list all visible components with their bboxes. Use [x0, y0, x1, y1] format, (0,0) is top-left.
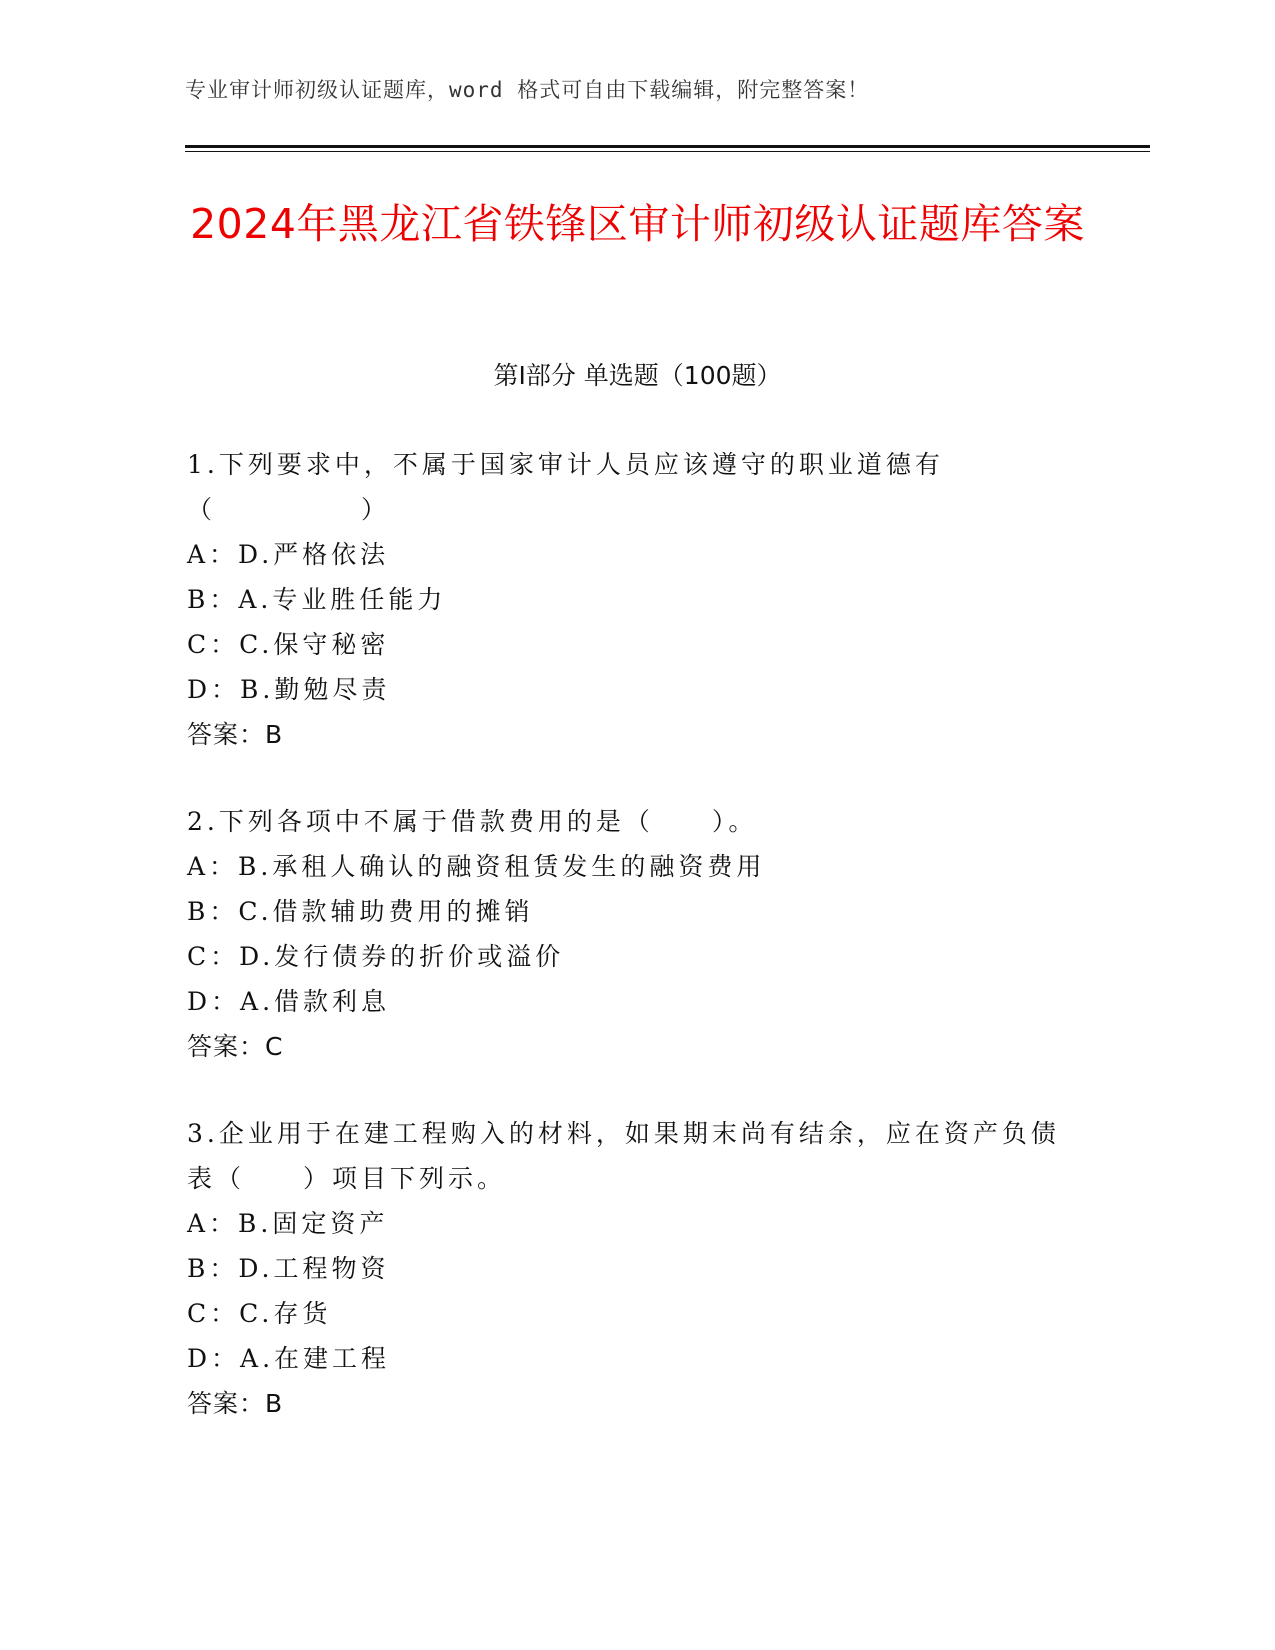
section-title: 第Ⅰ部分 单选题（100题） [493, 361, 782, 390]
question-stem: 3.企业用于在建工程购入的材料，如果期末尚有结余，应在资产负债表（ ）项目下列示。 [187, 1119, 1060, 1193]
question-stem: 2.下列各项中不属于借款费用的是（ ）。 [187, 807, 758, 836]
question-3 [187, 1111, 1087, 1426]
option-d: D：A.借款利息 [187, 987, 391, 1016]
header-divider-thick [185, 145, 1150, 148]
header-note: 专业审计师初级认证题库，word 格式可自由下载编辑，附完整答案！ [185, 78, 870, 102]
answer-line: 答案：C [187, 1032, 284, 1061]
question-2 [187, 799, 1087, 1069]
question-list [187, 442, 1087, 1468]
option-b: B：A.专业胜任能力 [187, 585, 447, 614]
option-c: C：C.保守秘密 [187, 630, 390, 659]
document-title: 2024年黑龙江省铁锋区审计师初级认证题库答案 [190, 200, 1085, 248]
option-a: A：B.承租人确认的融资租赁发生的融资费用 [187, 852, 766, 881]
option-d: D：B.勤勉尽责 [187, 675, 391, 704]
option-b: B：D.工程物资 [187, 1254, 390, 1283]
option-d: D：A.在建工程 [187, 1344, 391, 1373]
header-divider-thin [185, 151, 1150, 152]
option-c: C：D.发行债券的折价或溢价 [187, 942, 565, 971]
option-b: B：C.借款辅助费用的摊销 [187, 897, 534, 926]
question-1 [187, 442, 1087, 757]
answer-line: 答案：B [187, 1389, 284, 1418]
question-stem: 1.下列要求中，不属于国家审计人员应该遵守的职业道德有（ ） [187, 450, 944, 524]
answer-line: 答案：B [187, 720, 284, 749]
option-a: A：B.固定资产 [187, 1209, 389, 1238]
option-a: A：D.严格依法 [187, 540, 390, 569]
option-c: C：C.存货 [187, 1299, 332, 1328]
